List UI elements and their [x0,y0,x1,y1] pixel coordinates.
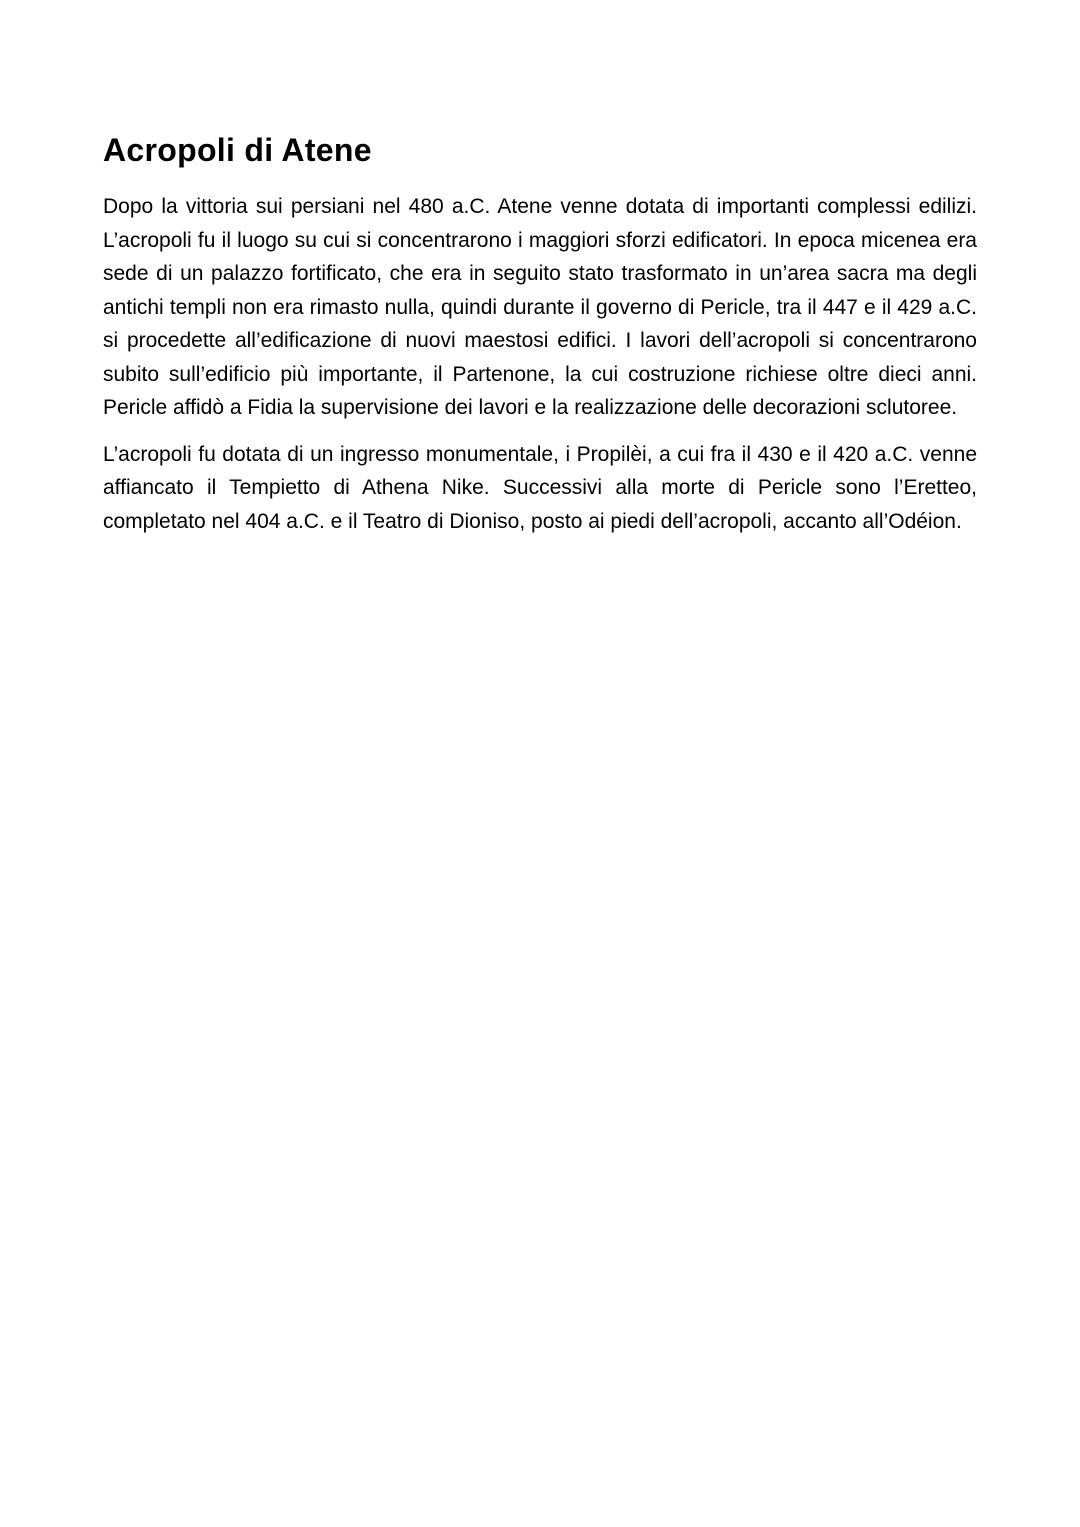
paragraph-2: L’acropoli fu dotata di un ingresso monumentale, i Propilèi, a cui fra il 430 e il 420 a.C. venne affiancato il Tempietto di Athena Nike. Successivi alla morte di Pericle sono l’Eretteo, completato nel 404 a.C. e il Teatro di Dioniso, posto ai piedi dell’acropoli, accanto all’Odéion. [103,442,977,533]
page-title: Acropoli di Atene [103,132,372,168]
document-content [103,128,977,538]
paragraph-1: Dopo la vittoria sui persiani nel 480 a.C. Atene venne dotata di importanti complessi edilizi. L’acropoli fu il luogo su cui si concentrarono i maggiori sforzi edificatori. In epoca micenea era sede di un palazzo fortificato, che era in seguito stato trasformato in un’area sacra ma degli antichi templi non era rimasto nulla, quindi durante il governo di Pericle, tra il 447 e il 429 a.C. si procedette all’edificazione di nuovi maestosi edifici. I lavori dell’acropoli si concentrarono subito sull’edificio più importante, il Partenone, la cui costruzione richiese oltre dieci anni. Pericle affidò a Fidia la supervisione dei lavori e la realizzazione delle decorazioni sclutoree. [103,195,977,419]
